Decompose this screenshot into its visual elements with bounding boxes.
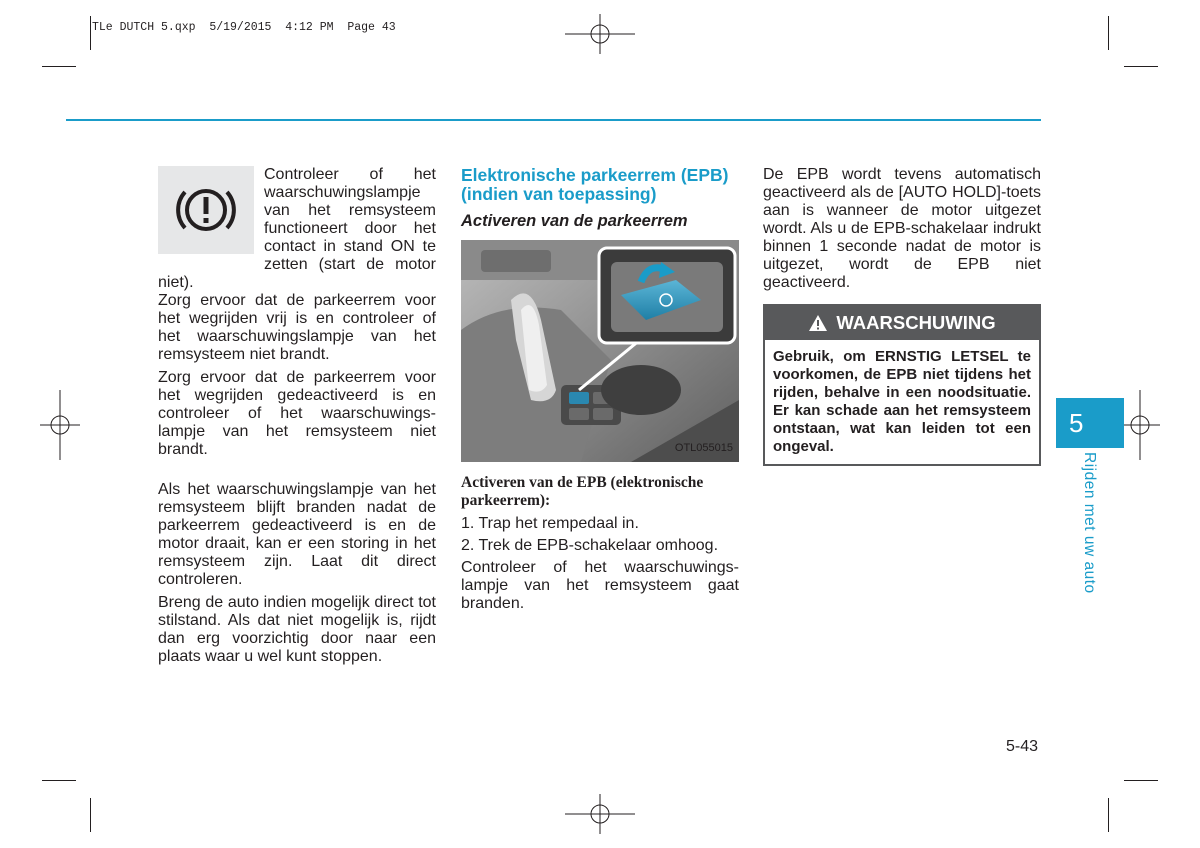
chapter-tab	[1056, 398, 1124, 448]
warning-triangle-icon	[808, 314, 828, 332]
warning-header	[765, 306, 1039, 340]
registration-mark-right	[1120, 390, 1160, 460]
steps-heading: Activeren van de EPB (elektronische parkeerrem):	[461, 474, 704, 509]
subsection-title: Activeren van de parkeerrem	[461, 212, 688, 230]
paragraph: Zorg ervoor dat de parkeerrem voor het wegrijden gedeactiveerd is en controleer of het waarschuwings-lampje van het remsysteem niet brandt.	[158, 369, 436, 458]
epb-switch-photo	[461, 240, 739, 462]
column-2	[461, 166, 739, 618]
registration-mark-left	[40, 390, 80, 460]
registration-mark-bottom	[565, 794, 635, 834]
step-item: 2. Trek de EPB-schakelaar omhoog.	[461, 537, 719, 554]
chapter-label: Rijden met uw auto	[1081, 452, 1098, 594]
paragraph: De EPB wordt tevens automatisch geactiveerd als de [AUTO HOLD]-toets aan is wanneer de motor uitgezet wordt. Als u de EPB-schakelaar indrukt binnen 1 seconde nadat de motor is uitgezet, wordt de EPB niet geactiveerd.	[763, 166, 1041, 291]
step-item: 1. Trap het rempedaal in.	[461, 515, 639, 532]
warning-text: Gebruik, om ERNSTIG LETSEL te voorkomen, de EPB niet tijdens het rijden, behalve in een noodsituatie. Er kan schade aan het remsysteem ontstaan, wat kan leiden tot een ongeval.	[773, 348, 1031, 455]
section-title: Elektronische parkeerrem (EPB) (indien van toepassing)	[461, 165, 729, 204]
chapter-number: 5	[1069, 408, 1084, 438]
figure-code: OTL055015	[674, 442, 733, 454]
paragraph: Als het waarschuwingslampje van het remsysteem blijft branden nadat de parkeerrem gedeactiveerd is en de motor draait, kan er een storing in het remsysteem zijn. Laat dit direct controleren.	[158, 481, 436, 588]
warning-title: WAARSCHUWING	[836, 312, 996, 333]
registration-mark-top	[565, 14, 635, 54]
icon-description: Controleer of het waarschuwingslampje van het remsysteem functioneert door het contact in stand ON te zetten (start de motor niet).	[158, 166, 436, 291]
header-rule	[66, 119, 1041, 121]
print-slug: TLe DUTCH 5.qxp 5/19/2015 4:12 PM Page 43	[92, 21, 396, 34]
brake-warning-icon	[158, 166, 254, 254]
paragraph: Zorg ervoor dat de parkeerrem voor het wegrijden vrij is en controleer of het waarschuwingslampje van het remsysteem niet brandt.	[158, 292, 436, 363]
page-number: 5-43	[1006, 738, 1039, 755]
paragraph: Breng de auto indien mogelijk direct tot stilstand. Als dat niet mogelijk is, rijdt dan erg voorzichtig door naar een plaats waar u wel kunt stoppen.	[158, 594, 436, 665]
column-3	[763, 166, 1041, 466]
warning-box	[763, 304, 1041, 466]
column-1	[158, 166, 436, 671]
paragraph: Controleer of het waarschuwings-lampje van het remsysteem gaat branden.	[461, 559, 739, 612]
